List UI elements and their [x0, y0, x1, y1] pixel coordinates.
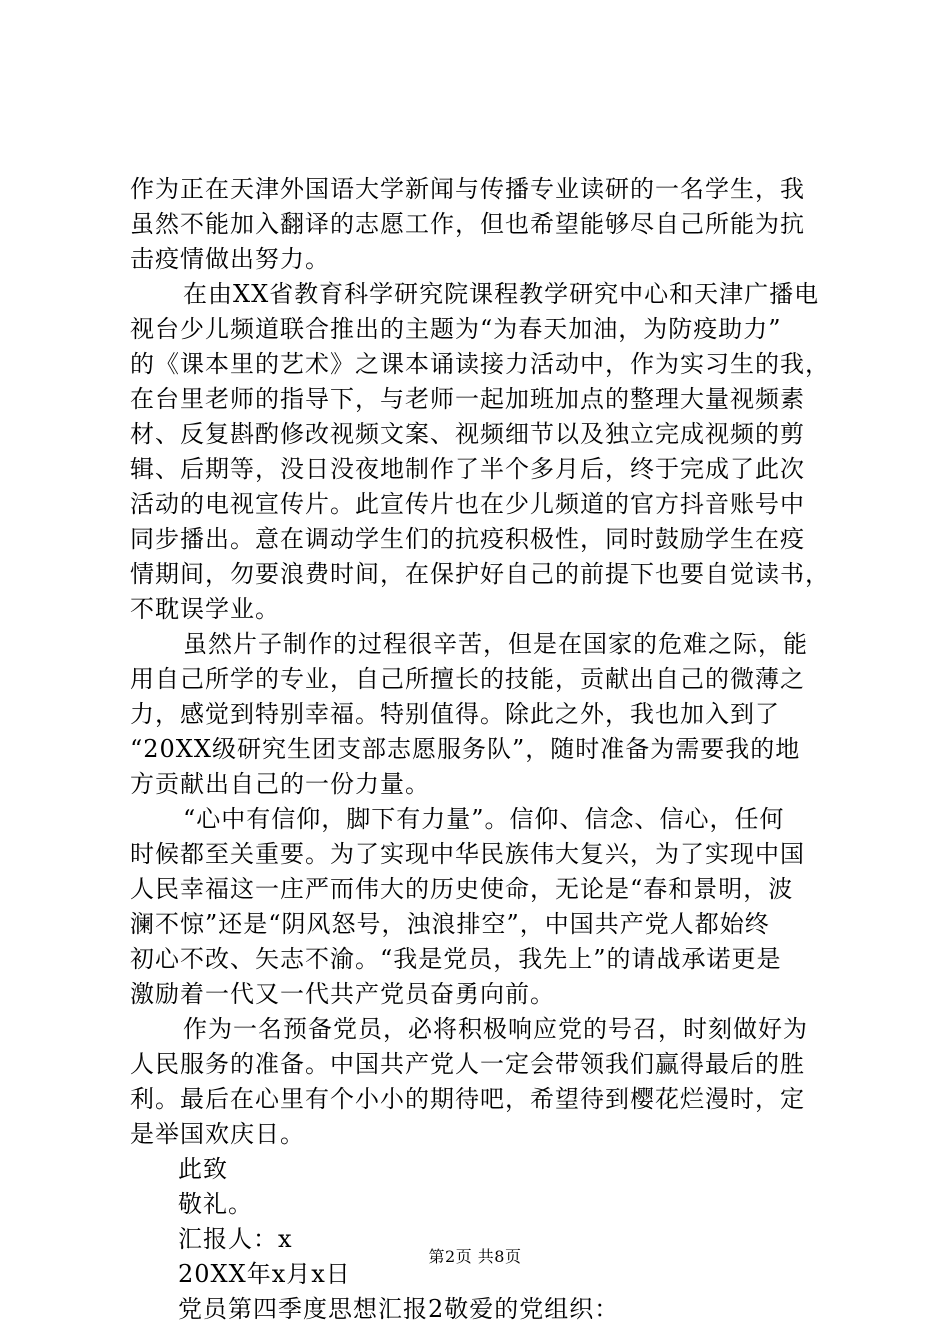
page-number: 第2页 共8页 [428, 1247, 522, 1266]
text-line: 利。最后在心里有个小小的期待吧，希望待到樱花烂漫时，定 [130, 1085, 805, 1113]
text-line: 辑、后期等，没日没夜地制作了半个多月后，终于完成了此次 [130, 455, 805, 483]
text-line: 人民服务的准备。中国共产党人一定会带领我们赢得最后的胜 [130, 1050, 805, 1078]
text-line: 在台里老师的指导下，与老师一起加班加点的整理大量视频素 [130, 385, 805, 413]
text-line: 方贡献出自己的一份力量。 [130, 770, 430, 798]
text-line: 用自己所学的专业，自己所擅长的技能，贡献出自己的微薄之 [130, 665, 805, 693]
text-line: 激励着一代又一代共产党员奋勇向前。 [130, 980, 555, 1008]
text-line: 击疫情做出努力。 [130, 245, 330, 273]
text-line: 是举国欢庆日。 [130, 1120, 305, 1148]
page-footer [0, 1247, 950, 1267]
text-line: 同步播出。意在调动学生们的抗疫积极性，同时鼓励学生在疫 [130, 525, 805, 553]
text-line: 时候都至关重要。为了实现中华民族伟大复兴，为了实现中国 [130, 840, 805, 868]
paragraph-start: 作为一名预备党员，必将积极响应党的号召，时刻做好为 [183, 1015, 808, 1043]
text-line: 作为正在天津外国语大学新闻与传播专业读研的一名学生，我 [130, 175, 805, 203]
text-line: 初心不改、矢志不渝。“我是党员，我先上”的请战承诺更是 [130, 945, 782, 973]
paragraph-start: “心中有信仰，脚下有力量”。信仰、信念、信心，任何 [183, 805, 785, 833]
text-line: 人民幸福这一庄严而伟大的历史使命，无论是“春和景明，波 [130, 875, 794, 903]
text-line: 虽然不能加入翻译的志愿工作，但也希望能够尽自己所能为抗 [130, 210, 805, 238]
text-line: 活动的电视宣传片。此宣传片也在少儿频道的官方抖音账号中 [130, 490, 805, 518]
reporter-line: 汇报人：x [178, 1225, 293, 1253]
text-line: 澜不惊”还是“阴风怒号，浊浪排空”，中国共产党人都始终 [130, 910, 770, 938]
text-line: 视台少儿频道联合推出的主题为“为春天加油，为防疫助力” [130, 315, 782, 343]
text-line: 力，感觉到特别幸福。特别值得。除此之外，我也加入到了 [130, 700, 780, 728]
paragraph-start: 虽然片子制作的过程很辛苦，但是在国家的危难之际，能 [183, 630, 808, 658]
date-line: 20XX年x月x日 [178, 1260, 351, 1288]
next-report-title: 党员第四季度思想汇报2敬爱的党组织： [178, 1295, 620, 1323]
closing-salutation: 此致 [178, 1155, 228, 1183]
text-line: “20XX级研究生团支部志愿服务队”，随时准备为需要我的地 [130, 735, 801, 763]
closing-regards: 敬礼。 [178, 1190, 253, 1218]
document-body [130, 172, 830, 1327]
text-line: 不耽误学业。 [130, 595, 280, 623]
text-line: 的《课本里的艺术》之课本诵读接力活动中，作为实习生的我， [130, 350, 830, 378]
text-line: 情期间，勿要浪费时间，在保护好自己的前提下也要自觉读书， [130, 560, 830, 588]
text-line: 材、反复斟酌修改视频文案、视频细节以及独立完成视频的剪 [130, 420, 805, 448]
paragraph-start: 在由XX省教育科学研究院课程教学研究中心和天津广播电 [183, 280, 820, 308]
